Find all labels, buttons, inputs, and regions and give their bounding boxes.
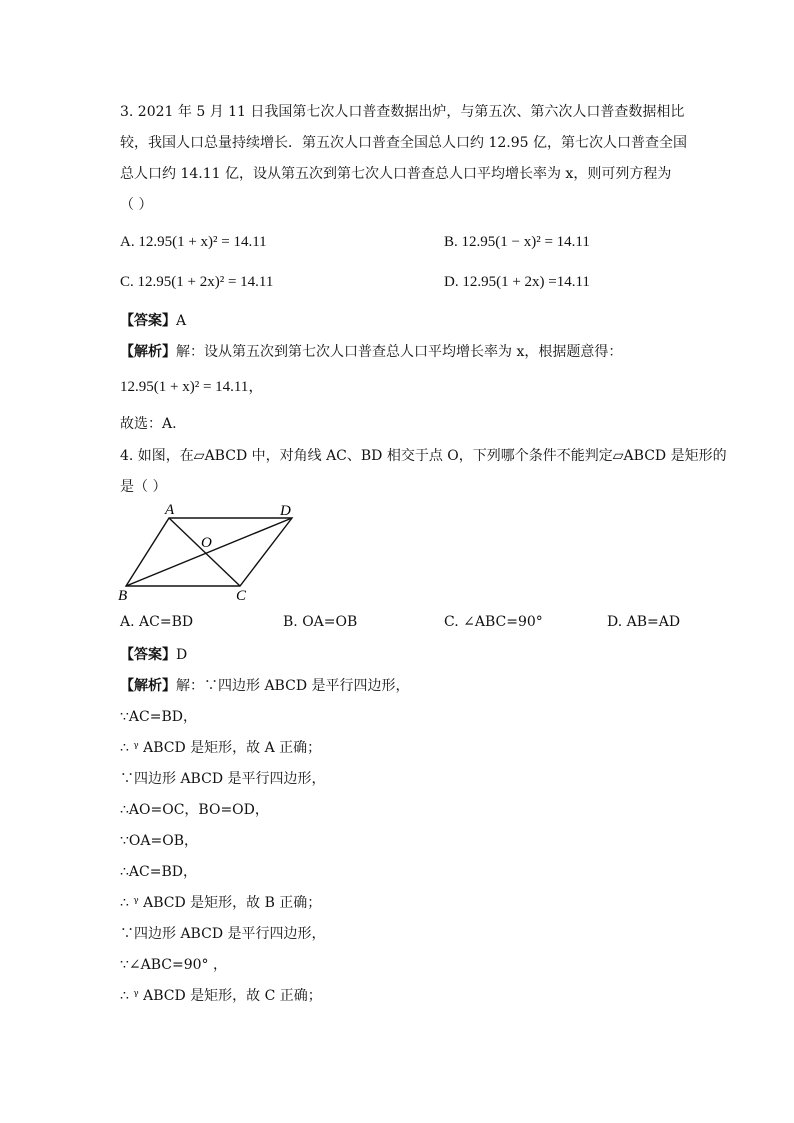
analysis-step-4: ∴AO=OC，BO=OD， bbox=[120, 802, 269, 818]
analysis-step-1: ∵AC=BD， bbox=[120, 709, 197, 725]
diagonal-bd bbox=[126, 518, 292, 586]
analysis-step-3: ∵四边形 ABCD 是平行四边形， bbox=[120, 771, 326, 787]
q4-stem-line-2: 是（ ） bbox=[120, 479, 167, 495]
q3-answer-paren: （ ） bbox=[120, 197, 153, 213]
analysis-step-6: ∴AC=BD， bbox=[120, 864, 197, 880]
analysis-step-9: ∵∠ABC=90° ， bbox=[120, 957, 228, 973]
q3-stem-line-2: 较，我国人口总量持续增长．第五次人口普查全国总人口约 12.95 亿，第七次人口普查全国 bbox=[120, 135, 687, 151]
q3-answer bbox=[120, 311, 186, 331]
label-d: D bbox=[280, 503, 291, 519]
q4-analysis bbox=[120, 676, 410, 696]
answer-tag: 【答案】 bbox=[120, 313, 176, 329]
q3-stem-line-3: 总人口约 14.11 亿，设从第五次到第七次人口普查总人口平均增长率为 x，则可列方程为 bbox=[120, 166, 672, 182]
q3-stem-line-1: 3. 2021 年 5 月 11 日我国第七次人口普查数据出炉，与第五次、第六次人口普查数据相比 bbox=[120, 104, 685, 120]
q3-option-b: B. 12.95(1 − x)² = 14.11 bbox=[444, 234, 590, 250]
answer-tag: 【答案】 bbox=[120, 647, 176, 663]
analysis-step-10: ∴ ᵞ ABCD 是矩形，故 C 正确； bbox=[120, 988, 322, 1004]
parallelogram-figure bbox=[112, 500, 312, 605]
answer-value: A bbox=[176, 313, 187, 329]
q4-answer bbox=[120, 645, 187, 665]
q3-equation: 12.95(1 + x)² = 14.11， bbox=[120, 379, 264, 395]
q4-option-b: B. OA=OB bbox=[283, 614, 358, 630]
label-b: B bbox=[118, 588, 128, 604]
q3-option-d: D. 12.95(1 + 2x) =14.11 bbox=[444, 274, 590, 290]
q4-option-a: A. AC=BD bbox=[120, 614, 194, 630]
analysis-step-7: ∴ ᵞ ABCD 是矩形，故 B 正确； bbox=[120, 895, 322, 911]
q4-option-c: C. ∠ABC=90° bbox=[444, 614, 543, 630]
analysis-step-8: ∵四边形 ABCD 是平行四边形， bbox=[120, 926, 326, 942]
q3-analysis bbox=[120, 342, 622, 362]
diagonal-ac bbox=[169, 518, 240, 586]
analysis-step-0: 解：∵四边形 ABCD 是平行四边形， bbox=[176, 678, 410, 694]
analysis-text: 解：设从第五次到第七次人口普查总人口平均增长率为 x，根据题意得： bbox=[176, 344, 623, 360]
analysis-step-5: ∵OA=OB， bbox=[120, 833, 198, 849]
analysis-tag: 【解析】 bbox=[120, 344, 176, 360]
label-c: C bbox=[236, 588, 247, 604]
label-a: A bbox=[165, 502, 175, 518]
q3-option-c: C. 12.95(1 + 2x)² = 14.11 bbox=[120, 274, 274, 290]
q3-choose: 故选：A. bbox=[120, 416, 177, 432]
analysis-tag: 【解析】 bbox=[120, 678, 176, 694]
label-o: O bbox=[201, 535, 212, 551]
q4-stem-line-1: 4. 如图，在▱ABCD 中，对角线 AC、BD 相交于点 O，下列哪个条件不能判定▱ABCD 是矩形的 bbox=[120, 448, 727, 464]
q4-option-d: D. AB=AD bbox=[607, 614, 681, 630]
answer-value: D bbox=[176, 647, 188, 663]
analysis-step-2: ∴ ᵞ ABCD 是矩形，故 A 正确； bbox=[120, 740, 322, 756]
q3-option-a: A. 12.95(1 + x)² = 14.11 bbox=[120, 234, 267, 250]
